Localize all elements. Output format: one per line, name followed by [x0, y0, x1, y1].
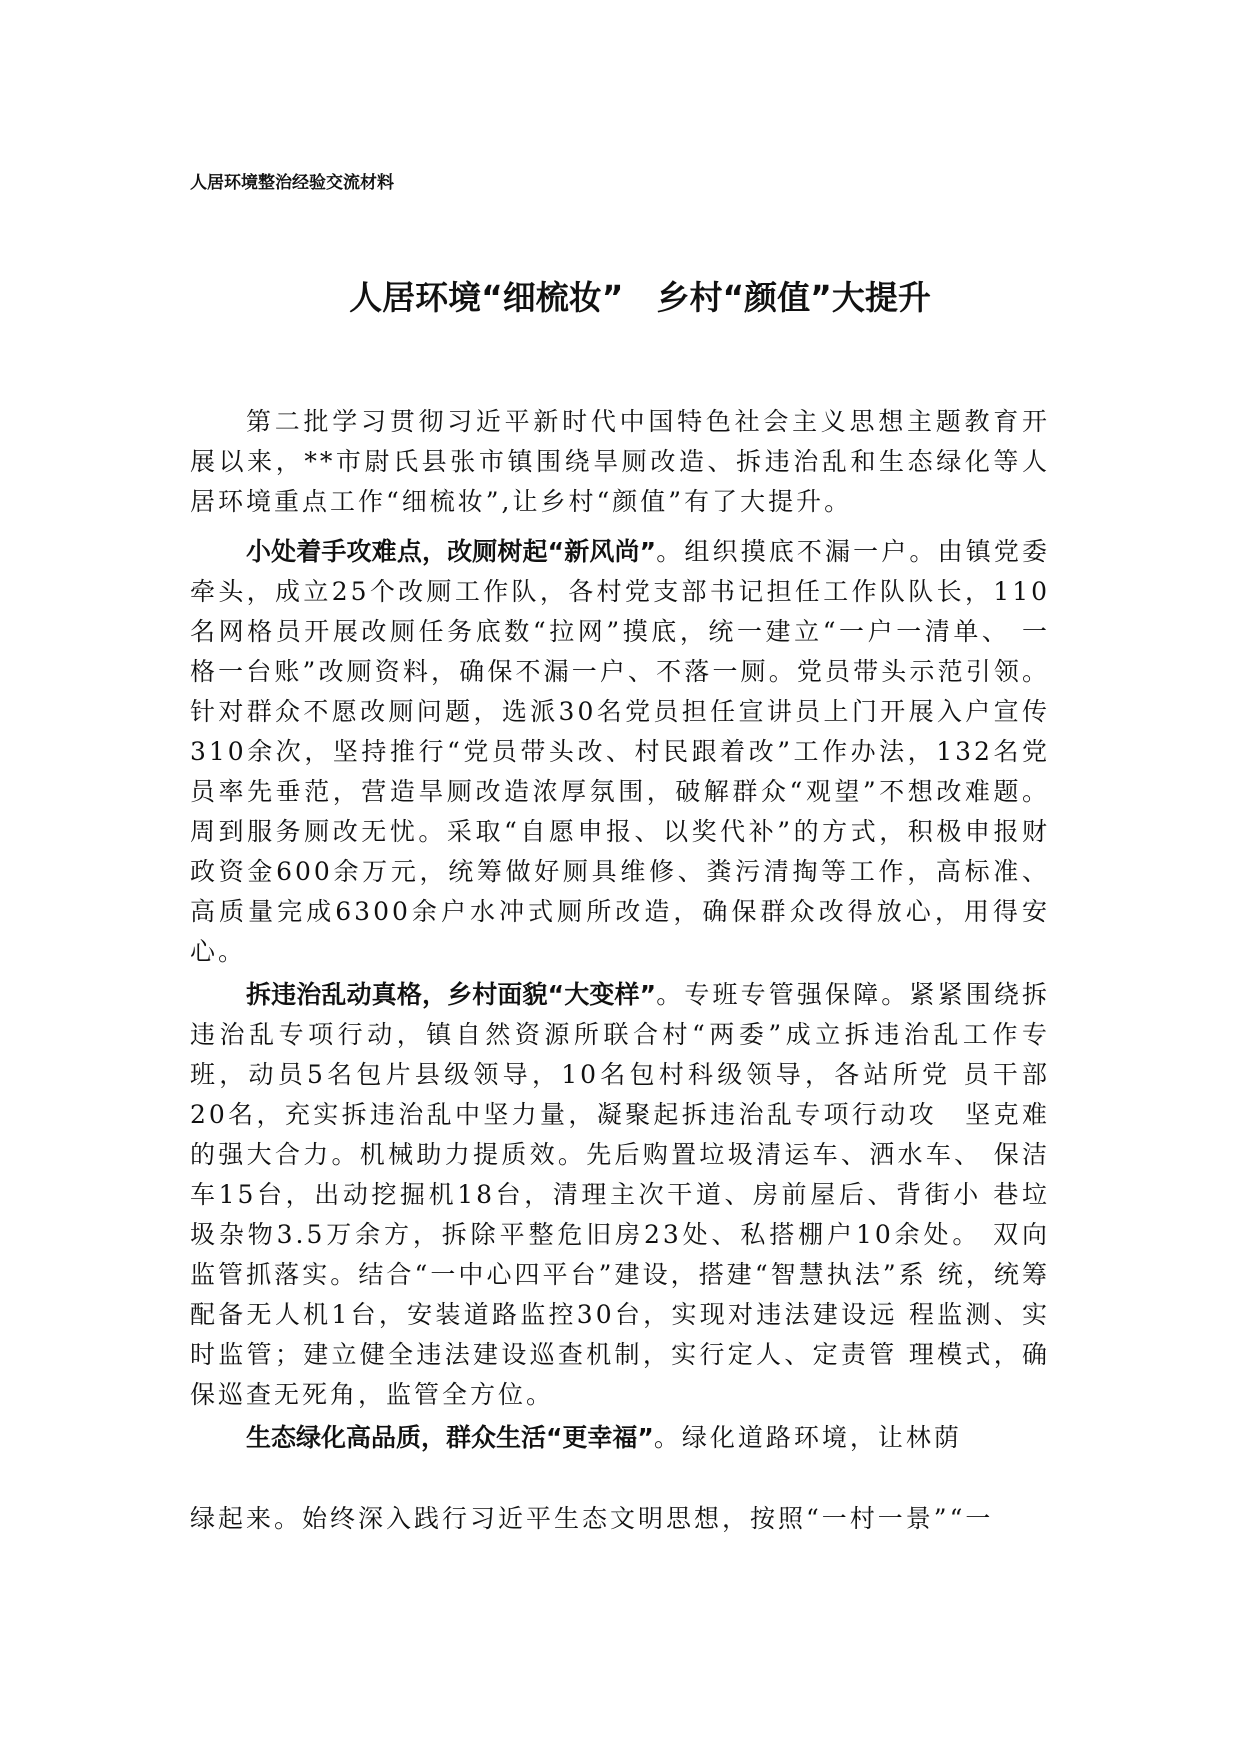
page-title: 人居环境“细梳妆” 乡村“颜值”大提升: [349, 278, 931, 317]
paragraph-text: 绿起来。始终深入践行习近平生态文明思想，按照“一村一景”“一: [190, 1504, 994, 1533]
paragraph-intro: [190, 402, 1050, 522]
paragraph-text: 。绿化道路环境，让林荫: [653, 1423, 962, 1452]
paragraph-text: 。专班专管强保障。紧紧围绕拆违治乱专项行动，镇自然资源所联合村“两委”成立拆违治乱工作专班，动员5名包片县级领导，10名包村科级领导，各站所党 员干部20名，充实拆违治乱中坚力量，凝聚起拆违治乱专项行动攻 坚克难的强大合力。机械助力提质效。先后购置垃圾清运车、洒水车、 保洁车15台，出动挖掘机18台，清理主次干道、房前屋后、背街小 巷垃圾杂物3.5万余方，拆除平整危旧房23处、私搭棚户10余处。 双向监管抓落实。结合“一中心四平台”建设，搭建“智慧执法”系 统，统筹配备无人机1台，安装道路监控30台，实现对违法建设远 程监测、实时监管；建立健全违法建设巡查机制，实行定人、定责管 理模式，确保巡查无死角，监管全方位。: [190, 980, 1050, 1409]
paragraph-greening-continued: [190, 1499, 1050, 1539]
header-label: 人居环境整治经验交流材料: [190, 173, 394, 193]
paragraph-lead: 小处着手攻难点，改厕树起“新风尚”: [246, 537, 657, 566]
paragraph-lead: 生态绿化高品质，群众生活“更幸福”: [246, 1423, 654, 1452]
paragraph-text: 。组织摸底不漏一户。由镇党委牵头，成立25个改厕工作队，各村党支部书记担任工作队队长，110名网格员开展改厕任务底数“拉网”摸底，统一建立“一户一清单、 一格一台账”改厕资料，确保不漏一户、不落一厕。党员带头示范引领。针对群众不愿改厕问题，选派30名党员担任宣讲员上门开展入户宣传310余次，坚持推行“党员带头改、村民跟着改”工作办法，132名党员率先垂范，营造旱厕改造浓厚氛围，破解群众“观望”不想改难题。周到服务厕改无忧。采取“自愿申报、以奖代补”的方式，积极申报财政资金600余万元，统筹做好厕具维修、粪污清掏等工作，高标准、高质量完成6300余户水冲式厕所改造，确保群众改得放心，用得安心。: [190, 537, 1050, 966]
paragraph-toilet-reform: [190, 532, 1050, 972]
paragraph-lead: 拆违治乱动真格，乡村面貌“大变样”: [246, 980, 657, 1009]
paragraph-demolition: [190, 975, 1050, 1415]
paragraph-text: 第二批学习贯彻习近平新时代中国特色社会主义思想主题教育开展以来，**市尉氏县张市镇围绕旱厕改造、拆违治乱和生态绿化等人居环境重点工作“细梳妆”,让乡村“颜值”有了大提升。: [190, 407, 1050, 516]
paragraph-greening: [190, 1418, 1050, 1458]
